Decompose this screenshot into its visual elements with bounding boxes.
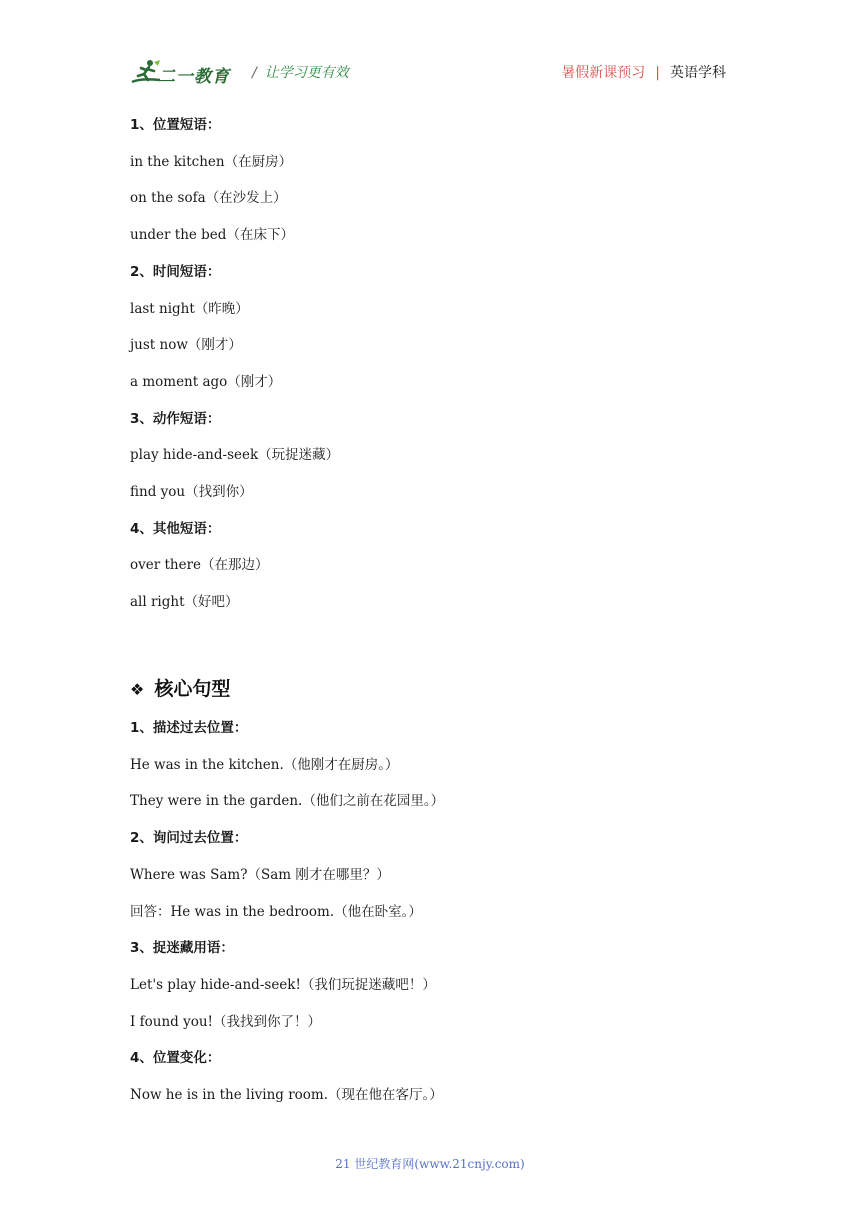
list-heading: 3、动作短语： <box>130 410 221 427</box>
list-heading: 2、时间短语： <box>130 263 221 280</box>
list-heading: 4、其他短语： <box>130 520 221 537</box>
list-heading: 2、询问过去位置： <box>130 830 248 847</box>
header-right <box>561 62 726 82</box>
slogan-text: 让学习更有效 <box>264 65 349 81</box>
slogan <box>252 62 349 82</box>
list-item: He was in the kitchen.（他刚才在厨房。） <box>130 756 399 773</box>
preview-label: 暑假新课预习 <box>561 65 646 81</box>
list-item: I found you!（我找到你了！） <box>130 1013 321 1030</box>
list-heading: 1、描述过去位置： <box>130 720 248 736</box>
list-heading: 3、捉迷藏用语： <box>130 940 234 957</box>
list-item: under the bed（在床下） <box>130 227 294 244</box>
logo-text: 二一教育 <box>158 67 230 87</box>
section-title-text: 核心句型 <box>154 678 231 700</box>
list-heading: 1、位置短语： <box>130 117 221 133</box>
list-item: a moment ago（刚才） <box>130 373 282 390</box>
list-item: Where was Sam?（Sam 刚才在哪里？） <box>130 866 390 883</box>
logo <box>130 58 242 88</box>
diamond-bullet-icon: ❖ <box>130 680 145 699</box>
list-item: find you（找到你） <box>130 484 253 500</box>
list-item: last night（昨晚） <box>130 300 249 317</box>
subject-label: 英语学科 <box>670 65 726 81</box>
list-item: They were in the garden.（他们之前在花园里。） <box>130 793 445 810</box>
list-item: Now he is in the living room.（现在他在客厅。） <box>130 1087 443 1103</box>
list-item: 回答：He was in the bedroom.（他在卧室。） <box>130 903 422 920</box>
list-item: just now（刚才） <box>130 337 242 354</box>
list-heading: 4、位置变化： <box>130 1050 221 1067</box>
list-item: in the kitchen（在厨房） <box>130 153 293 170</box>
header-separator: | <box>655 65 660 81</box>
list-item: over there（在那边） <box>130 557 269 574</box>
page-footer: 21 世纪教育网(www.21cnjy.com) <box>335 1157 525 1171</box>
list-item: on the sofa（在沙发上） <box>130 190 287 207</box>
slogan-slash: / <box>252 65 257 81</box>
page-header <box>130 58 726 90</box>
list-item: play hide-and-seek（玩捉迷藏） <box>130 447 340 464</box>
list-item: all right（好吧） <box>130 594 239 611</box>
section-title <box>130 674 230 701</box>
list-item: Let's play hide-and-seek!（我们玩捉迷藏吧！） <box>130 976 436 993</box>
